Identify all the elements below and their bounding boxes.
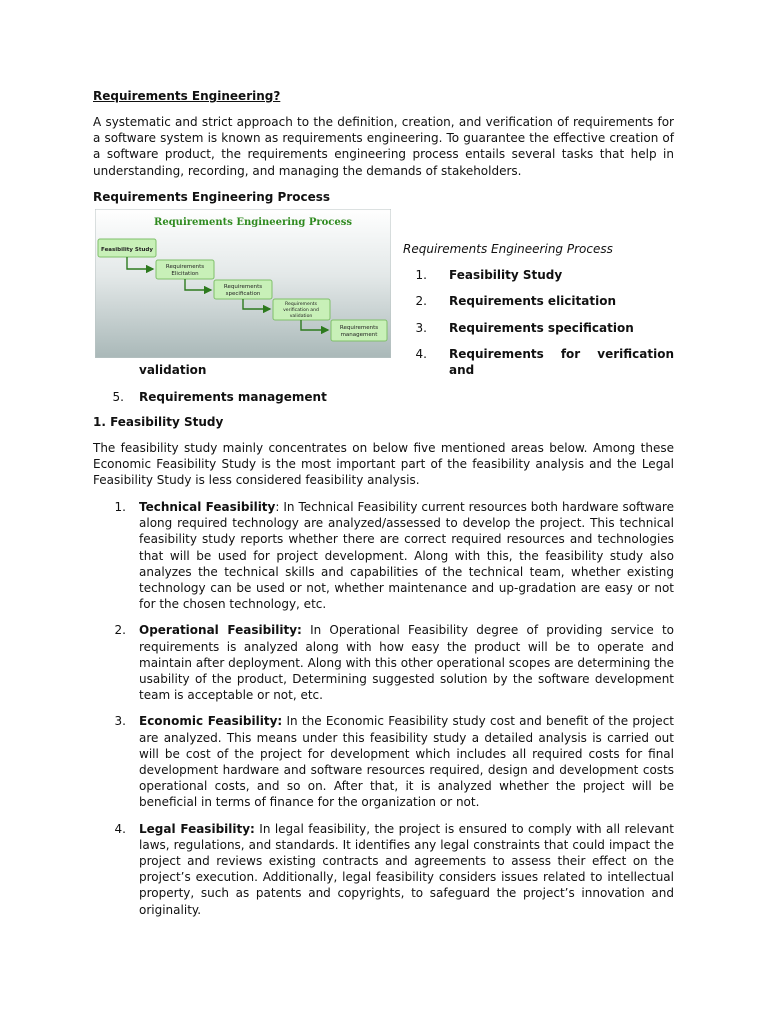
list-number: 4. [415,347,427,361]
section-heading-feasibility-study: 1. Feasibility Study [93,415,224,429]
feasibility-intro-paragraph: The feasibility study mainly concentrates on below five mentioned areas below. Among these Economic Feasibility Study is the most important part of the feasibility analysis and the Legal Feasibility Study is less considered feasibility analysis. [93,441,674,488]
list-number: 4. [114,821,126,836]
list-number: 3. [415,321,427,335]
diagram-title: Requirements Engineering Process [154,217,352,228]
process-item-verification-continuation: validation [139,363,207,377]
list-number: 3. [114,714,126,729]
diagram-box-management-label2: management [340,332,378,338]
process-item-label: Requirements elicitation [449,294,616,308]
list-number: 1. [415,268,427,282]
feasibility-list [93,499,674,928]
diagram-box-feasibility-label: Feasibility Study [101,247,153,253]
diagram-box-verification-label3: validation [289,314,313,319]
process-diagram [95,209,391,358]
process-item-feasibility [403,267,674,283]
process-item-label: Requirements specification [449,321,634,335]
diagram-box-management-label1: Requirements [339,325,379,331]
diagram-box-elicitation-label1: Requirements [165,264,205,270]
list-item-label: Technical Feasibility [139,500,276,514]
process-item-specification [403,320,674,336]
list-item [93,713,674,810]
diagram-box-specification-label2: specification [225,291,261,297]
figure-caption: Requirements Engineering Process [403,242,613,256]
list-number: 2. [415,294,427,308]
list-item [93,499,674,612]
list-item-label: Legal Feasibility: [139,821,255,836]
diagram-box-verification-label2: verification and [283,308,319,313]
list-item-text [139,622,674,703]
process-item-management [93,389,327,405]
list-item [93,622,674,703]
list-number: 2. [114,623,126,638]
diagram-box-elicitation-label2: Elicitation [171,271,199,277]
process-item-verification [403,346,674,378]
list-item-body: In the Economic Feasibility study cost and benefit of the project are analyzed. This means under this feasibility study a detailed analysis is carried out will be cost of the project for development which includes all required costs for final development hardware and software resources required, design and development costs operational costs, and so on. After that, it is analyzed whether the project will be beneficial in terms of finance for the organization or not. [139,714,674,810]
process-item-elicitation [403,293,674,309]
list-item-text [139,821,674,918]
diagram-box-specification-label1: Requirements [223,284,263,290]
process-item-label: Feasibility Study [449,268,563,282]
diagram-box-verification-label1: Requirements [285,302,317,307]
list-item-label: Economic Feasibility: [139,714,283,729]
process-item-label: Requirements management [139,390,327,404]
process-item-label: Requirements for verification and [449,347,674,378]
list-item-body: : In Technical Feasibility current resources both hardware software along required technology are analyzed/assessed to develop the project. This technical feasibility study reports whether there are correct required resources and technologies that will be used for project development. Along with this, the feasibility study also analyzes the technical skills and capabilities of the technical team, whether existing technology can be used or not, whether maintenance and up-gradation are easy or not for the chosen technology, etc. [139,500,674,612]
list-item [93,821,674,918]
list-number: 1. [114,500,126,514]
list-number: 5. [112,390,124,404]
list-item-body: In Operational Feasibility degree of providing service to requirements is analyzed along with how easy the product will be to operate and maintain after deployment. Along with this other operational scopes are determining the usability of the product, Determining suggested solution by the software development team is acceptable or not, etc. [139,623,674,703]
intro-paragraph: A systematic and strict approach to the definition, creation, and verification of requirements for a software system is known as requirements engineering. To guarantee the effective creation of a software product, the requirements engineering process entails several tasks that help in understanding, recording, and managing the demands of stakeholders. [93,115,674,178]
list-item-body: In legal feasibility, the project is ensured to comply with all relevant laws, regulations, and standards. It identifies any legal constraints that could impact the project and reviews existing contracts and agreements to assess their effect on the project’s execution. Additionally, legal feasibility considers issues related to intellectual property, such as patents and copyrights, to safeguard the project’s innovation and originality. [139,821,674,917]
page-title: Requirements Engineering? [93,89,281,103]
list-item-text [139,713,674,810]
process-heading: Requirements Engineering Process [93,190,331,204]
list-item-text [139,499,674,612]
list-item-label: Operational Feasibility: [139,623,302,638]
